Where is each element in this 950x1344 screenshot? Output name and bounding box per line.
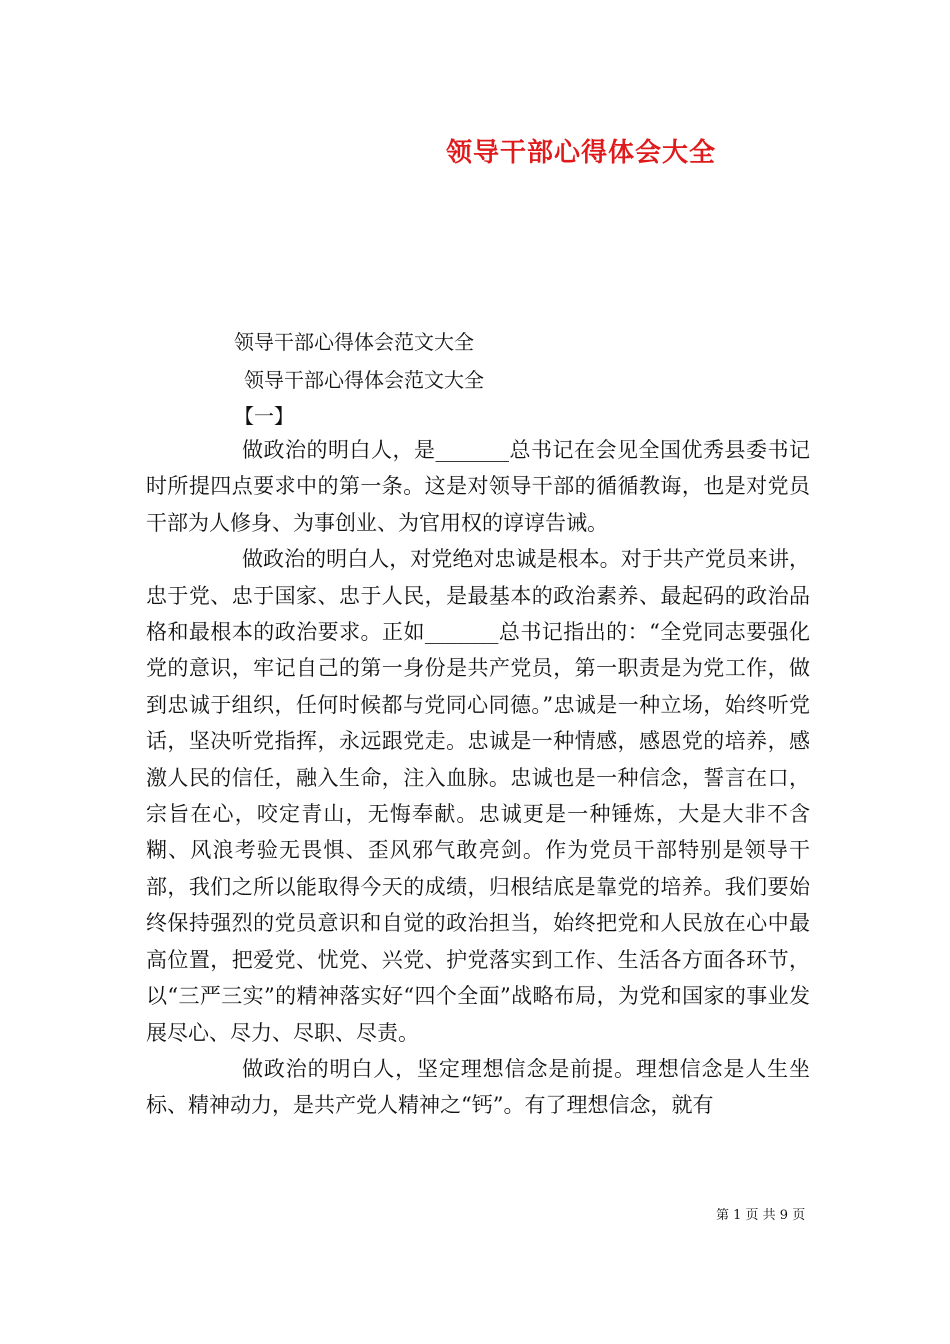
page-number-footer: 第 1 页 共 9 页	[716, 1208, 806, 1223]
document-body	[146, 432, 810, 1124]
section-marker: 【一】	[234, 404, 294, 428]
paragraph-1: 做政治的明白人，是_______总书记在会见全国优秀县委书记时所提四点要求中的第一条。这是对领导干部的循循教诲，也是对党员干部为人修身、为事创业、为官用权的谆谆告诫。	[146, 438, 810, 535]
document-title: 领导干部心得体会大全	[446, 138, 717, 168]
paragraph-2: 做政治的明白人，对党绝对忠诚是根本。对于共产党员来讲，忠于党、忠于国家、忠于人民，是最基本的政治素养、最起码的政治品格和最根本的政治要求。正如_______总书记指出的：“全党同志要强化党的意识，牢记自己的第一身份是共产党员，第一职责是为党工作，做到忠诚于组织，任何时候都与党同心同德。”忠诚是一种立场，始终听党话，坚决听党指挥，永远跟党走。忠诚是一种情感，感恩党的培养，感激人民的信任，融入生命，注入血脉。忠诚也是一种信念，誓言在口，宗旨在心，咬定青山，无悔奉献。忠诚更是一种锤炼，大是大非不含糊、风浪考验无畏惧、歪风邪气敢亮剑。作为党员干部特别是领导干部，我们之所以能取得今天的成绩，归根结底是靠党的培养。我们要始终保持强烈的党员意识和自觉的政治担当，始终把党和人民放在心中最高位置，把爱党、忧党、兴党、护党落实到工作、生活各方面各环节，以“三严三实”的精神落实好“四个全面”战略布局，为党和国家的事业发展尽心、尽力、尽职、尽责。	[146, 547, 810, 1045]
section-heading-secondary: 领导干部心得体会范文大全	[244, 368, 484, 392]
section-heading-primary: 领导干部心得体会范文大全	[234, 330, 474, 354]
paragraph-3: 做政治的明白人，坚定理想信念是前提。理想信念是人生坐标、精神动力，是共产党人精神之“钙”。有了理想信念，就有	[146, 1056, 810, 1118]
